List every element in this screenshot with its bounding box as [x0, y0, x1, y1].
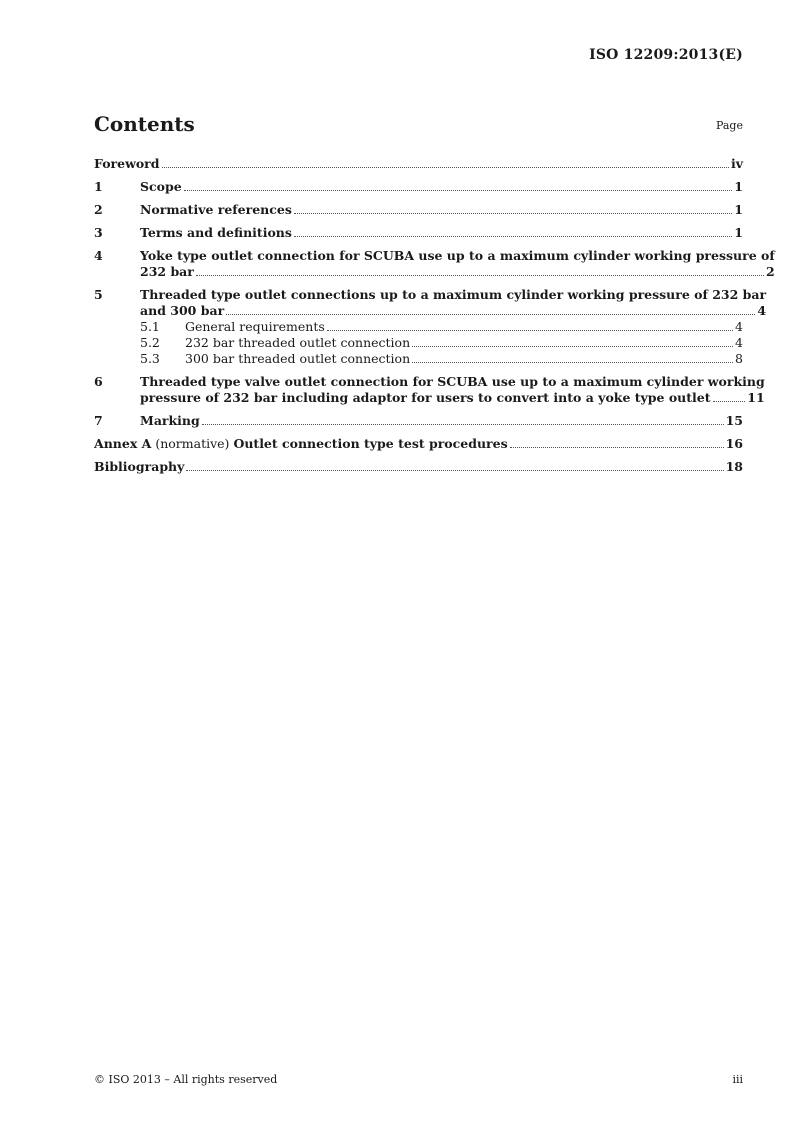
toc-entry-bibliography[interactable] — [94, 459, 743, 475]
toc-entry-title-line: and 300 bar — [140, 303, 225, 318]
toc-entry-number: 4 — [94, 248, 103, 263]
toc-subentry-232-bar[interactable] — [94, 335, 743, 351]
dot-leader — [327, 330, 733, 331]
toc-subentry-page: 4 — [735, 319, 743, 334]
toc-entry-yoke-type-outlet[interactable] — [94, 248, 775, 280]
toc-entry-title: Marking — [140, 413, 200, 428]
toc-entry-number: 2 — [94, 202, 103, 217]
dot-leader — [186, 470, 723, 471]
copyright-notice: © ISO 2013 – All rights reserved — [94, 1073, 278, 1086]
dot-leader — [713, 401, 746, 402]
toc-entry-number: 3 — [94, 225, 103, 240]
dot-leader — [412, 346, 733, 347]
toc-subentry-300-bar[interactable] — [94, 351, 743, 367]
toc-entry-page: 1 — [734, 225, 743, 240]
toc-entry-page: 1 — [734, 202, 743, 217]
toc-entry-page: 2 — [766, 264, 775, 279]
toc-entry-title-line: Threaded type valve outlet connection for SCUBA use up to a maximum cylinder working — [140, 374, 765, 389]
standard-identifier: ISO 12209:2013(E) — [589, 47, 743, 63]
toc-entry-threaded-valve-outlet[interactable] — [94, 374, 765, 406]
toc-entry-title-line: Threaded type outlet connections up to a maximum cylinder working pressure of 232 bar — [140, 287, 767, 302]
annex-qualifier: (normative) — [155, 436, 230, 451]
toc-entry-foreword[interactable] — [94, 156, 743, 172]
page-column-label: Page — [715, 119, 743, 132]
annex-label: Annex A — [94, 436, 152, 451]
toc-entry-title-line: pressure of 232 bar including adaptor for users to convert into a yoke type outlet — [140, 390, 711, 405]
annex-title: Outlet connection type test procedures — [233, 436, 508, 451]
dot-leader — [162, 167, 729, 168]
dot-leader — [202, 424, 724, 425]
toc-entry-title: Foreword — [94, 156, 160, 171]
toc-entry-title-line: Yoke type outlet connection for SCUBA use up to a maximum cylinder working pressure of — [140, 248, 775, 263]
dot-leader — [196, 275, 764, 276]
dot-leader — [184, 190, 733, 191]
toc-entry-annex-a[interactable] — [94, 436, 743, 452]
toc-entry-scope[interactable] — [94, 179, 743, 195]
toc-entry-title: Scope — [140, 179, 182, 194]
toc-entry-page: 15 — [725, 413, 743, 428]
toc-entry-page: 16 — [725, 436, 743, 451]
toc-entry-normative-references[interactable] — [94, 202, 743, 218]
toc-entry-page: 18 — [725, 459, 743, 474]
toc-subentry-page: 4 — [735, 335, 743, 350]
toc-entry-title-line: 232 bar — [140, 264, 194, 279]
table-of-contents — [94, 156, 775, 482]
toc-entry-page: 4 — [757, 303, 767, 318]
toc-subentry-title: General requirements — [185, 319, 325, 334]
toc-entry-number: 7 — [94, 413, 103, 428]
toc-entry-page: 11 — [747, 390, 765, 405]
dot-leader — [294, 236, 732, 237]
dot-leader — [226, 314, 755, 315]
toc-entry-number: 6 — [94, 374, 103, 389]
toc-entry-page: 1 — [734, 179, 743, 194]
contents-heading: Contents — [94, 112, 195, 136]
toc-entry-terms-and-definitions[interactable] — [94, 225, 743, 241]
toc-subentry-title: 232 bar threaded outlet connection — [185, 335, 411, 350]
toc-entry-number: 5 — [94, 287, 103, 302]
toc-entry-threaded-type-outlet[interactable] — [94, 287, 767, 367]
toc-subentry-number: 5.1 — [140, 319, 160, 334]
toc-subentry-title: 300 bar threaded outlet connection — [185, 351, 411, 366]
toc-entry-number: 1 — [94, 179, 103, 194]
toc-entry-title: Bibliography — [94, 459, 185, 474]
toc-entry-marking[interactable] — [94, 413, 743, 429]
toc-subentry-general-requirements[interactable] — [94, 319, 743, 335]
toc-subentry-number: 5.2 — [140, 335, 160, 350]
toc-entry-page: iv — [730, 156, 743, 171]
toc-subentry-page: 8 — [735, 351, 743, 366]
dot-leader — [510, 447, 724, 448]
toc-entry-title: Terms and definitions — [140, 225, 292, 240]
toc-entry-title: Normative references — [140, 202, 292, 217]
toc-subentry-number: 5.3 — [140, 351, 160, 366]
page-number: iii — [732, 1073, 743, 1086]
dot-leader — [412, 362, 733, 363]
dot-leader — [294, 213, 732, 214]
